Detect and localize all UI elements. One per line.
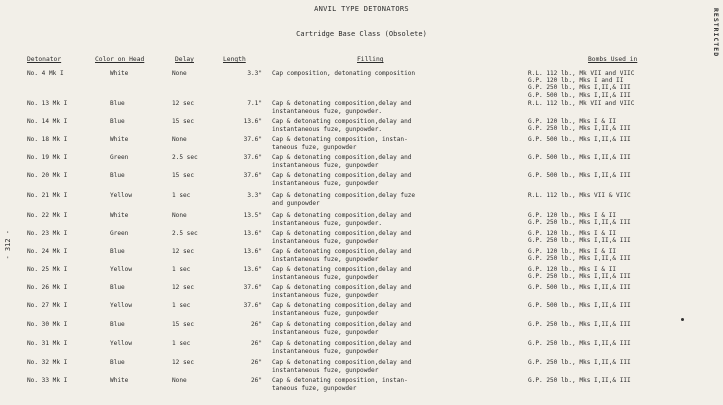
filling-line: instantaneous fuze, gunpowder. xyxy=(272,125,383,133)
delay-cell: 1 sec xyxy=(172,302,191,309)
filling-line: Cap & detonating composition,delay and xyxy=(272,284,412,291)
bombs-line: G.P. 120 lb., Mks I & II xyxy=(528,266,617,273)
detonator-cell: No. 25 Mk I xyxy=(27,266,68,273)
bombs-line: G.P. 250 lb., Mks I,II,& III xyxy=(528,273,631,281)
detonator-cell: No. 4 Mk I xyxy=(27,70,64,77)
delay-cell: 15 sec xyxy=(172,118,195,125)
bombs-line: G.P. 250 lb., Mks I,II,& III xyxy=(528,359,631,366)
length-cell: 3.3" xyxy=(247,70,262,77)
length-cell: 37.6" xyxy=(243,136,262,143)
filling-line: Cap & detonating composition,delay and xyxy=(272,321,412,328)
bombs-line: G.P. 250 lb., Mks I,II,& III xyxy=(528,321,631,328)
detonator-cell: No. 27 Mk I xyxy=(27,302,68,309)
color-cell: White xyxy=(110,70,129,77)
bombs-line: G.P. 120 lb., Mks I & II xyxy=(528,118,617,125)
bombs-line: G.P. 250 lb., Mks I,II,& III xyxy=(528,125,631,133)
filling-line: Cap & detonating composition,delay and xyxy=(272,212,412,219)
length-cell: 37.6" xyxy=(243,302,262,309)
bombs-line: G.P. 500 lb., Mks I,II,& III xyxy=(528,302,631,309)
detonator-cell: No. 33 Mk I xyxy=(27,377,68,384)
filling-line: instantaneous fuze, gunpowder xyxy=(272,347,379,355)
delay-cell: 2.5 sec xyxy=(172,154,198,161)
bombs-line: G.P. 120 lb., Mks I & II xyxy=(528,230,617,237)
bombs-line: R.L. 112 lb., Mk VII and VIIC xyxy=(528,100,635,107)
header-detonator: Detonator xyxy=(27,56,62,63)
bombs-line: G.P. 500 lb., Mks I,II,& III xyxy=(528,91,631,99)
bombs-line: G.P. 250 lb., Mks I,II,& III xyxy=(528,237,631,245)
detonator-cell: No. 30 Mk I xyxy=(27,321,68,328)
color-cell: Green xyxy=(110,154,129,161)
header-filling: Filling xyxy=(357,56,384,63)
color-cell: Yellow xyxy=(110,192,133,199)
length-cell: 26" xyxy=(250,377,262,384)
detonator-cell: No. 18 Mk I xyxy=(27,136,68,143)
detonator-cell: No. 14 Mk I xyxy=(27,118,68,125)
color-cell: Green xyxy=(110,230,129,237)
detonator-cell: No. 21 Mk I xyxy=(27,192,68,199)
detonator-cell: No. 32 Mk I xyxy=(27,359,68,366)
color-cell: Yellow xyxy=(110,340,133,347)
detonator-cell: No. 23 Mk I xyxy=(27,230,68,237)
length-cell: 13.6" xyxy=(243,230,262,237)
length-cell: 7.1" xyxy=(247,100,262,107)
detonator-cell: No. 31 Mk I xyxy=(27,340,68,347)
bombs-line: R.L. 112 lb., Mks VII & VIIC xyxy=(528,192,631,199)
length-cell: 37.6" xyxy=(243,172,262,179)
delay-cell: 12 sec xyxy=(172,359,195,366)
detonator-cell: No. 19 Mk I xyxy=(27,154,68,161)
delay-cell: None xyxy=(172,136,187,143)
length-cell: 37.6" xyxy=(243,154,262,161)
detonator-cell: No. 24 Mk I xyxy=(27,248,68,255)
header-bombs: Bombs Used in xyxy=(588,56,638,63)
detonator-cell: No. 22 Mk I xyxy=(27,212,68,219)
filling-line: instantaneous fuze, gunpowder. xyxy=(272,219,383,227)
bombs-line: G.P. 250 lb., Mks I,II,& III xyxy=(528,377,631,384)
filling-line: instantaneous fuze, gunpowder xyxy=(272,255,379,263)
page-subtitle: Cartridge Base Class (Obsolete) xyxy=(296,30,427,38)
delay-cell: 12 sec xyxy=(172,100,195,107)
color-cell: Blue xyxy=(110,248,125,255)
filling-line: Cap & detonating composition,delay and xyxy=(272,230,412,237)
bombs-line: G.P. 500 lb., Mks I,II,& III xyxy=(528,154,631,161)
length-cell: 26" xyxy=(250,359,262,366)
filling-line: taneous fuze, gunpowder xyxy=(272,143,357,151)
length-cell: 13.6" xyxy=(243,248,262,255)
filling-line: instantaneous fuze, gunpowder xyxy=(272,291,379,299)
bombs-line: G.P. 500 lb., Mks I,II,& III xyxy=(528,136,631,143)
color-cell: White xyxy=(110,136,129,143)
header-delay: Delay xyxy=(175,56,194,63)
color-cell: Yellow xyxy=(110,266,133,273)
color-cell: Blue xyxy=(110,118,125,125)
paper-speck xyxy=(681,318,684,321)
filling-line: and gunpowder xyxy=(272,199,320,207)
delay-cell: 2.5 sec xyxy=(172,230,198,237)
filling-line: Cap & detonating composition,delay and xyxy=(272,266,412,273)
delay-cell: None xyxy=(172,377,187,384)
header-length: Length xyxy=(223,56,246,63)
delay-cell: 1 sec xyxy=(172,340,191,347)
delay-cell: None xyxy=(172,70,187,77)
filling-line: Cap & detonating composition,delay and xyxy=(272,100,412,107)
color-cell: Blue xyxy=(110,359,125,366)
filling-line: instantaneous fuze, gunpowder xyxy=(272,179,379,187)
bombs-line: G.P. 250 lb., Mks I,II,& III xyxy=(528,219,631,227)
filling-line: instantaneous fuze, gunpowder xyxy=(272,273,379,281)
bombs-line: G.P. 250 lb., Mks I,II,& III xyxy=(528,84,631,92)
length-cell: 37.6" xyxy=(243,284,262,291)
color-cell: White xyxy=(110,377,129,384)
delay-cell: 12 sec xyxy=(172,248,195,255)
bombs-line: G.P. 500 lb., Mks I,II,& III xyxy=(528,284,631,291)
length-cell: 13.5" xyxy=(243,212,262,219)
color-cell: Blue xyxy=(110,284,125,291)
filling-line: Cap & detonating composition, instan- xyxy=(272,136,408,143)
detonator-cell: No. 13 Mk I xyxy=(27,100,68,107)
filling-line: Cap & detonating composition,delay and xyxy=(272,302,412,309)
filling-line: taneous fuze, gunpowder xyxy=(272,384,357,392)
bombs-line: G.P. 120 lb., Mks I and II xyxy=(528,77,624,85)
filling-line: Cap & detonating composition,delay and xyxy=(272,248,412,255)
filling-line: instantaneous fuze, gunpowder xyxy=(272,328,379,336)
filling-line: Cap composition, detonating composition xyxy=(272,70,416,77)
delay-cell: 15 sec xyxy=(172,321,195,328)
length-cell: 13.6" xyxy=(243,266,262,273)
filling-line: instantaneous fuze, gunpowder xyxy=(272,366,379,374)
bombs-line: G.P. 250 lb., Mks I,II,& III xyxy=(528,255,631,263)
detonator-cell: No. 20 Mk I xyxy=(27,172,68,179)
delay-cell: 15 sec xyxy=(172,172,195,179)
filling-line: Cap & detonating composition,delay and xyxy=(272,340,412,347)
filling-line: instantaneous fuze, gunpowder. xyxy=(272,107,383,115)
color-cell: Blue xyxy=(110,100,125,107)
delay-cell: 1 sec xyxy=(172,266,191,273)
delay-cell: 12 sec xyxy=(172,284,195,291)
page-title: ANVIL TYPE DETONATORS xyxy=(314,5,409,13)
filling-line: Cap & detonating composition,delay and xyxy=(272,172,412,179)
length-cell: 3.3" xyxy=(247,192,262,199)
color-cell: Yellow xyxy=(110,302,133,309)
filling-line: instantaneous fuze, gunpowder xyxy=(272,237,379,245)
length-cell: 13.6" xyxy=(243,118,262,125)
page-number: - 312 - xyxy=(4,230,12,260)
color-cell: White xyxy=(110,212,129,219)
color-cell: Blue xyxy=(110,172,125,179)
filling-line: Cap & detonating composition, instan- xyxy=(272,377,408,384)
restricted-stamp: RESTRICTED xyxy=(712,8,720,58)
bombs-line: G.P. 500 lb., Mks I,II,& III xyxy=(528,172,631,179)
color-cell: Blue xyxy=(110,321,125,328)
length-cell: 26" xyxy=(250,340,262,347)
header-color: Color on Head xyxy=(95,56,145,63)
bombs-line: G.P. 250 lb., Mks I,II,& III xyxy=(528,340,631,347)
filling-line: Cap & detonating composition,delay and xyxy=(272,118,412,125)
delay-cell: 1 sec xyxy=(172,192,191,199)
detonator-cell: No. 26 Mk I xyxy=(27,284,68,291)
filling-line: instantaneous fuze, gunpowder xyxy=(272,161,379,169)
length-cell: 26" xyxy=(250,321,262,328)
filling-line: Cap & detonating composition,delay fuze xyxy=(272,192,416,199)
filling-line: Cap & detonating composition,delay and xyxy=(272,154,412,161)
bombs-line: R.L. 112 lb., Mk VII and VIIC xyxy=(528,70,635,77)
delay-cell: None xyxy=(172,212,187,219)
bombs-line: G.P. 120 lb., Mks I & II xyxy=(528,248,617,255)
filling-line: instantaneous fuze, gunpowder xyxy=(272,309,379,317)
bombs-line: G.P. 120 lb., Mks I & II xyxy=(528,212,617,219)
filling-line: Cap & detonating composition,delay and xyxy=(272,359,412,366)
